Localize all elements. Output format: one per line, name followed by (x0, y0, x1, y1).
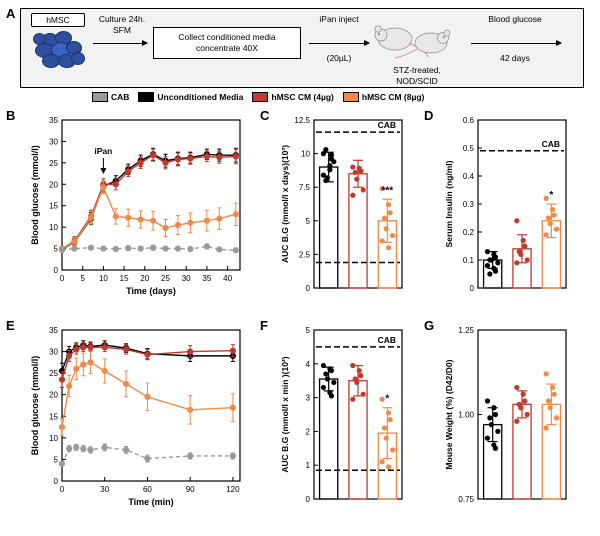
svg-text:0: 0 (53, 477, 58, 486)
schematic-node-hmsc (31, 13, 85, 27)
chart-E-svg (18, 322, 248, 517)
svg-text:5: 5 (305, 216, 310, 226)
chart-e-blood-glucose-min (18, 322, 248, 517)
svg-text:25: 25 (49, 369, 58, 379)
svg-text:15: 15 (119, 274, 129, 283)
chart-C-svg (268, 112, 408, 302)
chart-c-auc-days (268, 112, 408, 302)
panel-letter-b: B (6, 108, 16, 123)
svg-text:0.5: 0.5 (462, 144, 474, 153)
svg-text:Time (min): Time (min) (128, 497, 174, 507)
legend-item-cm4 (252, 92, 334, 102)
legend-label-cm4: hMSC CM (4µg) (271, 92, 334, 102)
chart-b-blood-glucose-days (18, 112, 248, 302)
svg-text:12.5: 12.5 (294, 116, 310, 125)
schematic-label-culture: Culture 24h. SFM (98, 14, 146, 35)
svg-text:90: 90 (185, 485, 195, 494)
svg-text:*: * (385, 393, 390, 405)
arrow-culture (93, 43, 147, 44)
schematic-label-ipan: iPan inject (319, 14, 359, 24)
chart-B-svg (18, 112, 248, 302)
svg-text:0: 0 (59, 485, 65, 494)
svg-text:120: 120 (226, 485, 240, 494)
svg-text:15: 15 (49, 412, 58, 422)
svg-text:Time (days): Time (days) (126, 286, 176, 296)
svg-text:30: 30 (49, 137, 58, 147)
svg-text:0: 0 (53, 266, 58, 275)
svg-text:25: 25 (49, 158, 58, 168)
panel-letter-c: C (260, 108, 270, 123)
svg-text:Blood glucose (mmol/l): Blood glucose (mmol/l) (30, 355, 40, 456)
svg-text:60: 60 (142, 485, 152, 494)
svg-text:5: 5 (53, 455, 58, 465)
svg-text:2.5: 2.5 (298, 250, 310, 260)
svg-text:35: 35 (49, 116, 58, 125)
svg-text:20: 20 (49, 390, 58, 400)
svg-text:5: 5 (80, 274, 85, 283)
svg-text:20: 20 (140, 274, 150, 283)
svg-text:0: 0 (469, 284, 474, 293)
svg-text:CAB: CAB (377, 334, 396, 345)
schematic-node-hmsc-label: hMSC (46, 14, 70, 25)
legend-label-cab: CAB (111, 92, 130, 102)
svg-text:AUC B.G (mmol/l x days)(10³): AUC B.G (mmol/l x days)(10³) (280, 144, 290, 264)
panel-letter-g: G (424, 318, 435, 333)
schematic-label-mouse: STZ-treated, NOD/SCID (393, 65, 441, 86)
svg-text:3: 3 (305, 393, 310, 403)
svg-text:CAB: CAB (541, 138, 560, 149)
figure-legend (92, 90, 512, 104)
chart-g-mouse-weight (432, 322, 572, 517)
legend-swatch-cm4 (252, 92, 268, 102)
svg-text:35: 35 (49, 326, 58, 335)
panel-letter-e: E (6, 318, 15, 333)
legend-label-cm8: hMSC CM (8µg) (361, 92, 425, 102)
svg-text:0.4: 0.4 (462, 172, 474, 181)
svg-text:Blood glucose (mmol/l): Blood glucose (mmol/l) (30, 145, 40, 245)
chart-d-serum-insulin (432, 112, 572, 302)
schematic-label-days: 42 days (500, 53, 530, 63)
chart-G-svg (432, 322, 572, 517)
svg-text:0: 0 (305, 284, 310, 293)
svg-text:20: 20 (49, 180, 58, 190)
svg-text:CAB: CAB (377, 120, 396, 131)
svg-text:40: 40 (223, 274, 233, 283)
svg-text:30: 30 (100, 485, 110, 494)
schematic-label-volume: (20µL) (326, 53, 352, 63)
svg-text:7.5: 7.5 (298, 183, 310, 193)
svg-text:35: 35 (202, 274, 212, 283)
svg-text:1: 1 (305, 461, 310, 471)
legend-item-cab (92, 92, 129, 102)
cell-cluster-icon (33, 29, 85, 69)
svg-text:AUC B.G (mmol/l x min )(10³): AUC B.G (mmol/l x min )(10³) (280, 356, 290, 473)
svg-text:10: 10 (301, 149, 310, 159)
legend-item-cm8 (343, 92, 425, 102)
schematic-node-collect-label: Collect conditioned media concentrate 40X (178, 32, 276, 53)
panel-letter-a: A (6, 6, 16, 21)
svg-text:10: 10 (49, 223, 58, 233)
svg-text:0.6: 0.6 (462, 116, 474, 125)
svg-text:15: 15 (49, 201, 58, 211)
svg-text:Serum Insulin (ng/ml): Serum Insulin (ng/ml) (444, 160, 454, 248)
svg-text:Mouse Weight (%) (D42/D0): Mouse Weight (%) (D42/D0) (444, 359, 454, 470)
svg-text:30: 30 (181, 274, 191, 283)
arrow-glucose (471, 43, 561, 44)
svg-text:0.1: 0.1 (462, 256, 474, 265)
svg-text:4: 4 (305, 359, 310, 369)
panel-a-schematic (20, 8, 584, 88)
panel-letter-d: D (424, 108, 434, 123)
svg-text:1.00: 1.00 (458, 410, 474, 420)
legend-swatch-cab (92, 92, 108, 102)
svg-text:5: 5 (53, 244, 58, 254)
svg-text:2: 2 (305, 427, 310, 437)
schematic-node-collect (153, 27, 301, 59)
svg-text:30: 30 (49, 347, 58, 357)
svg-text:*: * (549, 190, 554, 201)
panel-letter-f: F (260, 318, 268, 333)
svg-text:0.2: 0.2 (462, 228, 474, 237)
svg-text:10: 10 (49, 433, 58, 443)
legend-label-unconditioned: Unconditioned Media (157, 92, 244, 102)
chart-D-svg (432, 112, 572, 302)
legend-swatch-unconditioned (138, 92, 154, 102)
svg-text:0.3: 0.3 (462, 200, 474, 209)
svg-text:0.75: 0.75 (458, 495, 474, 504)
legend-item-unconditioned (138, 92, 243, 102)
arrow-ipan (309, 43, 369, 44)
svg-text:1.25: 1.25 (458, 326, 474, 335)
svg-text:0: 0 (305, 495, 310, 504)
svg-text:iPan: iPan (94, 146, 113, 156)
chart-F-svg (268, 322, 408, 517)
schematic-label-glucose: Blood glucose (488, 14, 542, 24)
svg-text:25: 25 (161, 274, 170, 283)
chart-f-auc-min (268, 322, 408, 517)
mouse-illustration (373, 19, 463, 65)
svg-text:0: 0 (59, 274, 65, 283)
svg-text:10: 10 (98, 274, 108, 283)
svg-text:***: *** (381, 185, 394, 197)
svg-text:5: 5 (305, 326, 310, 335)
legend-swatch-cm8 (343, 92, 359, 102)
